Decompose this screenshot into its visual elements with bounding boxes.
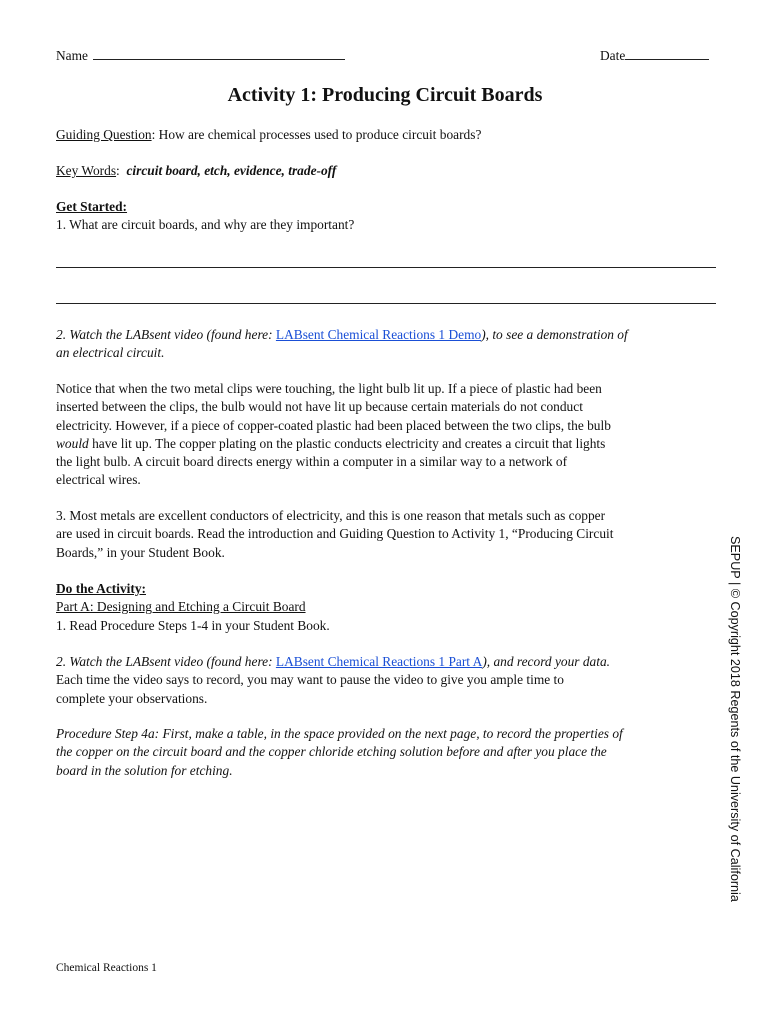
date-field (600, 47, 709, 64)
question-3: 3. Most metals are excellent conductors of electricity, and this is one reason that metals such as copper are used in circuit boards. Read the introduction and Guiding Question to Activity 1, “Producing Circuit Boards,” in your Student Book. (56, 508, 614, 560)
activity-step-2: 2. Watch the LABsent video (found here: LABsent Chemical Reactions 1 Part A), and record your data. Each time the video says to record, you may want to pause the video to give you ample time to complete your observations. (56, 654, 611, 706)
key-words-list: circuit board, etch, evidence, trade-off (126, 163, 337, 178)
get-started-section (56, 198, 721, 235)
activity-step-1: 1. Read Procedure Steps 1-4 in your Student Book. (56, 617, 330, 633)
page-footer: Chemical Reactions 1 (56, 962, 157, 974)
question-1: 1. What are circuit boards, and why are they important? (56, 217, 355, 233)
do-the-activity-section (56, 580, 721, 635)
part-a-heading: Part A: Designing and Etching a Circuit Board (56, 599, 306, 615)
key-words: Key Words: circuit board, etch, evidence, trade-off (56, 163, 337, 178)
answer-line-2[interactable] (56, 303, 716, 304)
name-input-line[interactable] (93, 47, 345, 60)
date-input-line[interactable] (625, 47, 709, 60)
labsent-demo-link[interactable]: LABsent Chemical Reactions 1 Demo (275, 327, 482, 342)
get-started-heading: Get Started: (56, 199, 128, 214)
guiding-question (56, 126, 721, 144)
procedure-step-4a: Procedure Step 4a: First, make a table, in the space provided on the next page, to record the properties of the copper on the circuit board and the copper chloride etching solution before and after you place the board in the solution for etching. (56, 726, 623, 778)
do-the-activity-heading: Do the Activity: (56, 581, 146, 596)
guiding-question-label: Guiding Question (56, 127, 152, 142)
guiding-question-text: : How are chemical processes used to produce circuit boards? (151, 127, 482, 142)
name-field (56, 47, 345, 64)
labsent-part-a-link[interactable]: LABsent Chemical Reactions 1 Part A (275, 654, 483, 669)
copyright-notice: SEPUP | © Copyright 2018 Regents of the University of California (728, 536, 742, 902)
key-words-label: Key Words (56, 163, 117, 178)
answer-line-1[interactable] (56, 267, 716, 268)
question-2: 2. Watch the LABsent video (found here: LABsent Chemical Reactions 1 Demo), to see a demonstration of an electrical circuit. (56, 327, 628, 361)
notice-paragraph: Notice that when the two metal clips were touching, the light bulb lit up. If a piece of plastic had been inserted between the clips, the bulb would not have lit up because certain materials do not conduct electricity. However, if a piece of copper-coated plastic had been placed between the two clips, the bulb would have lit up. The copper plating on the plastic conducts electricity and creates a circuit that lights the light bulb. A circuit board directs energy within a computer in a similar way to a network of electrical wires. (56, 381, 611, 488)
name-label: Name (56, 48, 88, 63)
date-label: Date (600, 48, 626, 63)
page-title: Activity 1: Producing Circuit Boards (227, 84, 543, 106)
